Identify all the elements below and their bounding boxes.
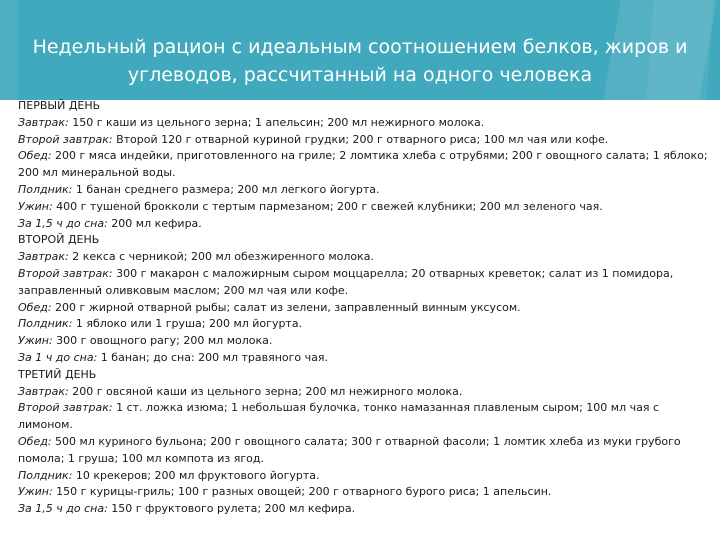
banner-stripe bbox=[0, 0, 18, 100]
meal-line bbox=[18, 216, 712, 233]
meal-line bbox=[18, 300, 712, 317]
meal-line bbox=[18, 468, 712, 485]
meal-text: 150 г курицы-гриль; 100 г разных овощей; 200 г отварного бурого риса; 1 апельсин. bbox=[52, 485, 552, 499]
meal-line bbox=[18, 400, 712, 434]
meal-text: 200 мл кефира. bbox=[107, 216, 202, 230]
meal-label: Второй завтрак: bbox=[18, 401, 113, 415]
meal-label: Завтрак: bbox=[18, 384, 69, 398]
meal-label: За 1 ч до сна: bbox=[18, 350, 98, 364]
meal-text: 1 банан среднего размера; 200 мл легкого йогурта. bbox=[72, 182, 380, 196]
meal-line bbox=[18, 199, 712, 216]
meal-text: 500 мл куриного бульона; 200 г овощного салата; 300 г отварной фасоли; 1 ломтик хлеба из муки грубого помола; 1 груша; 100 мл компота из ягод. bbox=[18, 434, 681, 465]
day-heading: ТРЕТИЙ ДЕНЬ bbox=[18, 367, 97, 381]
meal-label: За 1,5 ч до сна: bbox=[18, 502, 108, 516]
meal-line bbox=[18, 434, 712, 468]
meal-label: Обед: bbox=[18, 300, 52, 314]
meal-line bbox=[18, 148, 712, 182]
meal-text: 200 г овсяной каши из цельного зерна; 200 мл нежирного молока. bbox=[68, 384, 463, 398]
meal-line bbox=[18, 501, 712, 518]
meal-text: 1 ст. ложка изюма; 1 небольшая булочка, тонко намазанная плавленым сыром; 100 мл чая с лимоном. bbox=[18, 401, 660, 432]
meal-label: Ужин: bbox=[18, 199, 53, 213]
meal-line bbox=[18, 316, 712, 333]
meal-text: 1 яблоко или 1 груша; 200 мл йогурта. bbox=[72, 317, 303, 331]
meal-line bbox=[18, 115, 712, 132]
day-heading: ВТОРОЙ ДЕНЬ bbox=[18, 233, 100, 247]
meal-text: 10 крекеров; 200 мл фруктового йогурта. bbox=[72, 468, 320, 482]
meal-label: Второй завтрак: bbox=[18, 132, 113, 146]
meal-plan bbox=[18, 98, 712, 518]
meal-text: 300 г овощного рагу; 200 мл молока. bbox=[52, 334, 273, 348]
meal-text: 200 г жирной отварной рыбы; салат из зелени, заправленный винным уксусом. bbox=[51, 300, 521, 314]
meal-line bbox=[18, 132, 712, 149]
meal-text: 300 г макарон с маложирным сыром моццарелла; 20 отварных креветок; салат из 1 помидора, заправленный оливковым маслом; 200 мл чая или кофе. bbox=[18, 266, 674, 297]
meal-text: 150 г каши из цельного зерна; 1 апельсин; 200 мл нежирного молока. bbox=[68, 115, 485, 129]
meal-text: Второй 120 г отварной куриной грудки; 200 г отварного риса; 100 мл чая или кофе. bbox=[112, 132, 609, 146]
meal-label: За 1,5 ч до сна: bbox=[18, 216, 108, 230]
title-banner bbox=[0, 0, 720, 100]
meal-line bbox=[18, 266, 712, 300]
meal-label: Второй завтрак: bbox=[18, 266, 113, 280]
meal-text: 1 банан; до сна: 200 мл травяного чая. bbox=[97, 350, 329, 364]
meal-line bbox=[18, 249, 712, 266]
meal-label: Ужин: bbox=[18, 334, 53, 348]
meal-label: Полдник: bbox=[18, 182, 73, 196]
meal-label: Обед: bbox=[18, 434, 52, 448]
meal-line bbox=[18, 350, 712, 367]
meal-text: 2 кекса с черникой; 200 мл обезжиренного молока. bbox=[68, 250, 375, 264]
meal-line bbox=[18, 484, 712, 501]
meal-label: Ужин: bbox=[18, 485, 53, 499]
meal-label: Полдник: bbox=[18, 468, 73, 482]
meal-line bbox=[18, 333, 712, 350]
meal-line bbox=[18, 384, 712, 401]
meal-label: Обед: bbox=[18, 149, 52, 163]
page-title: Недельный рацион с идеальным соотношением белков, жиров и углеводов, рассчитанный на одного человека bbox=[32, 36, 688, 86]
meal-text: 150 г фруктового рулета; 200 мл кефира. bbox=[107, 502, 356, 516]
meal-label: Завтрак: bbox=[18, 115, 69, 129]
meal-text: 200 г мяса индейки, приготовленного на гриле; 2 ломтика хлеба с отрубями; 200 г овощного салата; 1 яблоко; 200 мл минеральной воды. bbox=[18, 149, 708, 180]
meal-line bbox=[18, 182, 712, 199]
meal-label: Завтрак: bbox=[18, 250, 69, 264]
meal-label: Полдник: bbox=[18, 317, 73, 331]
meal-text: 400 г тушеной брокколи с тертым пармезаном; 200 г свежей клубники; 200 мл зеленого чая. bbox=[52, 199, 603, 213]
day-heading: ПЕРВЫЙ ДЕНЬ bbox=[18, 99, 101, 112]
